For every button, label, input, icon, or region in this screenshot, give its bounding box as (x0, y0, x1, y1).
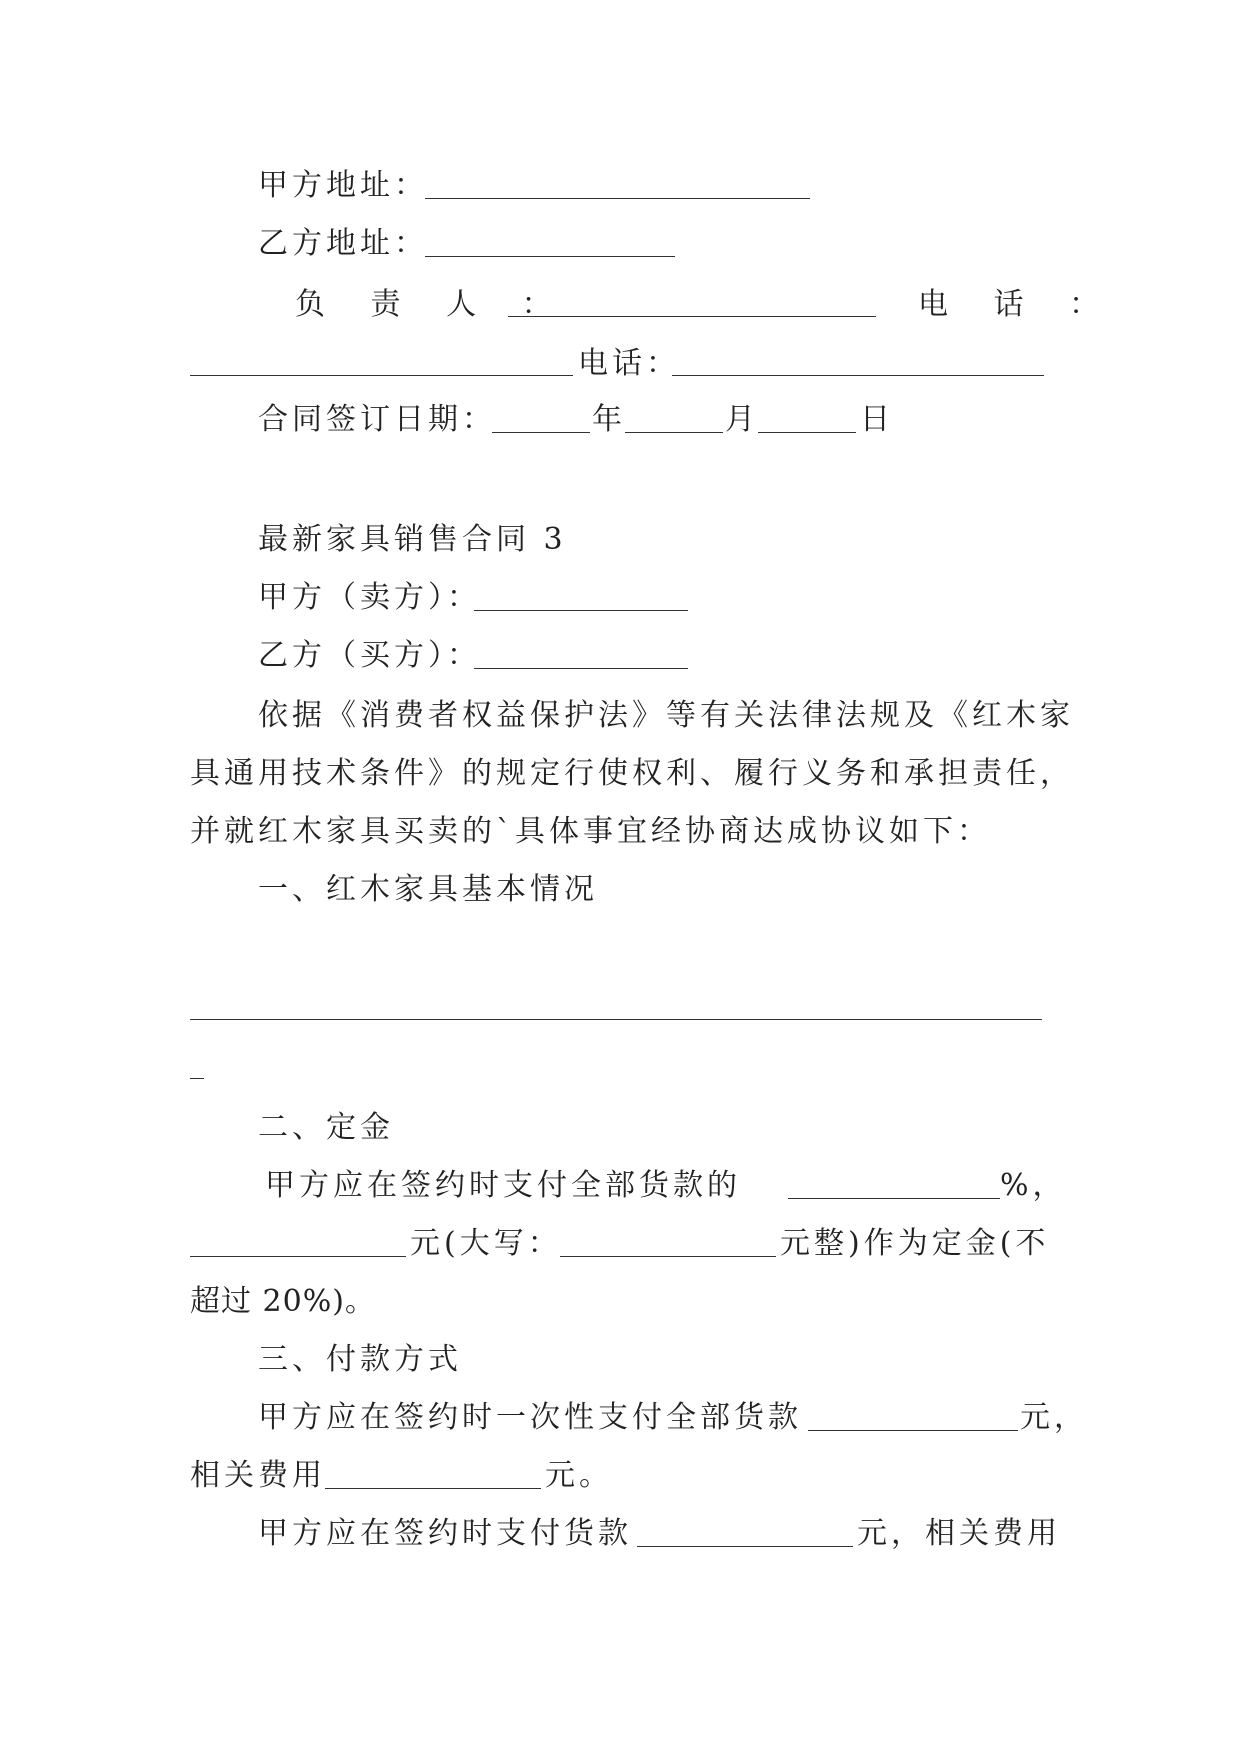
party-a-address-blank (425, 198, 810, 199)
sign-year-label: 年 (592, 402, 626, 437)
sign-month-label: 月 (725, 402, 759, 437)
section-1-heading: 一、红木家具基本情况 (258, 872, 598, 907)
phone-b-blank (672, 375, 1044, 376)
buyer-blank (474, 668, 688, 669)
sign-year-blank (492, 432, 590, 433)
party-b-address-label: 乙方地址： (258, 226, 428, 261)
phone-a-blank (190, 375, 573, 376)
payment-amount-blank (808, 1430, 1018, 1431)
sign-month-blank (625, 432, 723, 433)
intro-line-3: 并就红木家具买卖的`具体事宜经协商达成协议如下： (190, 814, 991, 849)
seller-label: 甲方（卖方）： (258, 580, 481, 615)
contract-title: 最新家具销售合同 3 (258, 522, 567, 557)
section-2-heading: 二、定金 (258, 1110, 394, 1145)
deposit-line-1: 甲方应在签约时支付全部货款的 (265, 1168, 741, 1203)
sign-day-label: 日 (860, 402, 894, 437)
responsible-person-label: 负 责 人 ： (295, 287, 570, 322)
deposit-capital-label: 元(大写： (410, 1226, 562, 1261)
responsible-person-blank (508, 316, 876, 317)
payment-2-amount-blank (637, 1546, 853, 1547)
buyer-label: 乙方（买方）： (258, 638, 481, 673)
phone-label-b: 电话： (578, 346, 680, 381)
intro-line-2: 具通用技术条件》的规定行使权利、履行义务和承担责任， (190, 756, 1074, 791)
deposit-capital-blank (560, 1256, 776, 1257)
deposit-percent: %， (1000, 1168, 1067, 1203)
section-1-blank-tail (190, 1078, 204, 1079)
deposit-percent-blank (788, 1198, 1000, 1199)
section-3-heading: 三、付款方式 (258, 1342, 462, 1377)
sign-date-label: 合同签订日期： (258, 402, 496, 437)
payment-line-2-tail: 元，相关费用 (857, 1516, 1061, 1551)
related-fees-yuan: 元。 (545, 1458, 613, 1493)
phone-label-a: 电 话 ： (918, 287, 1118, 322)
section-1-blank-line (190, 1019, 1042, 1020)
intro-line-1: 依据《消费者权益保护法》等有关法律法规及《红木家 (258, 698, 1074, 733)
related-fees-label: 相关费用 (190, 1458, 326, 1493)
payment-yuan-comma: 元， (1020, 1400, 1088, 1435)
related-fees-blank (325, 1488, 541, 1489)
seller-blank (474, 610, 688, 611)
deposit-amount-blank (190, 1256, 406, 1257)
party-a-address-label: 甲方地址： (258, 168, 428, 203)
payment-line-2: 甲方应在签约时支付货款 (258, 1516, 632, 1551)
party-b-address-blank (425, 256, 675, 257)
deposit-line-2-tail: 元整)作为定金(不 (780, 1226, 1050, 1261)
deposit-line-3: 超过 20%)。 (190, 1284, 376, 1319)
payment-line-1: 甲方应在签约时一次性支付全部货款 (258, 1400, 802, 1435)
sign-day-blank (758, 432, 856, 433)
